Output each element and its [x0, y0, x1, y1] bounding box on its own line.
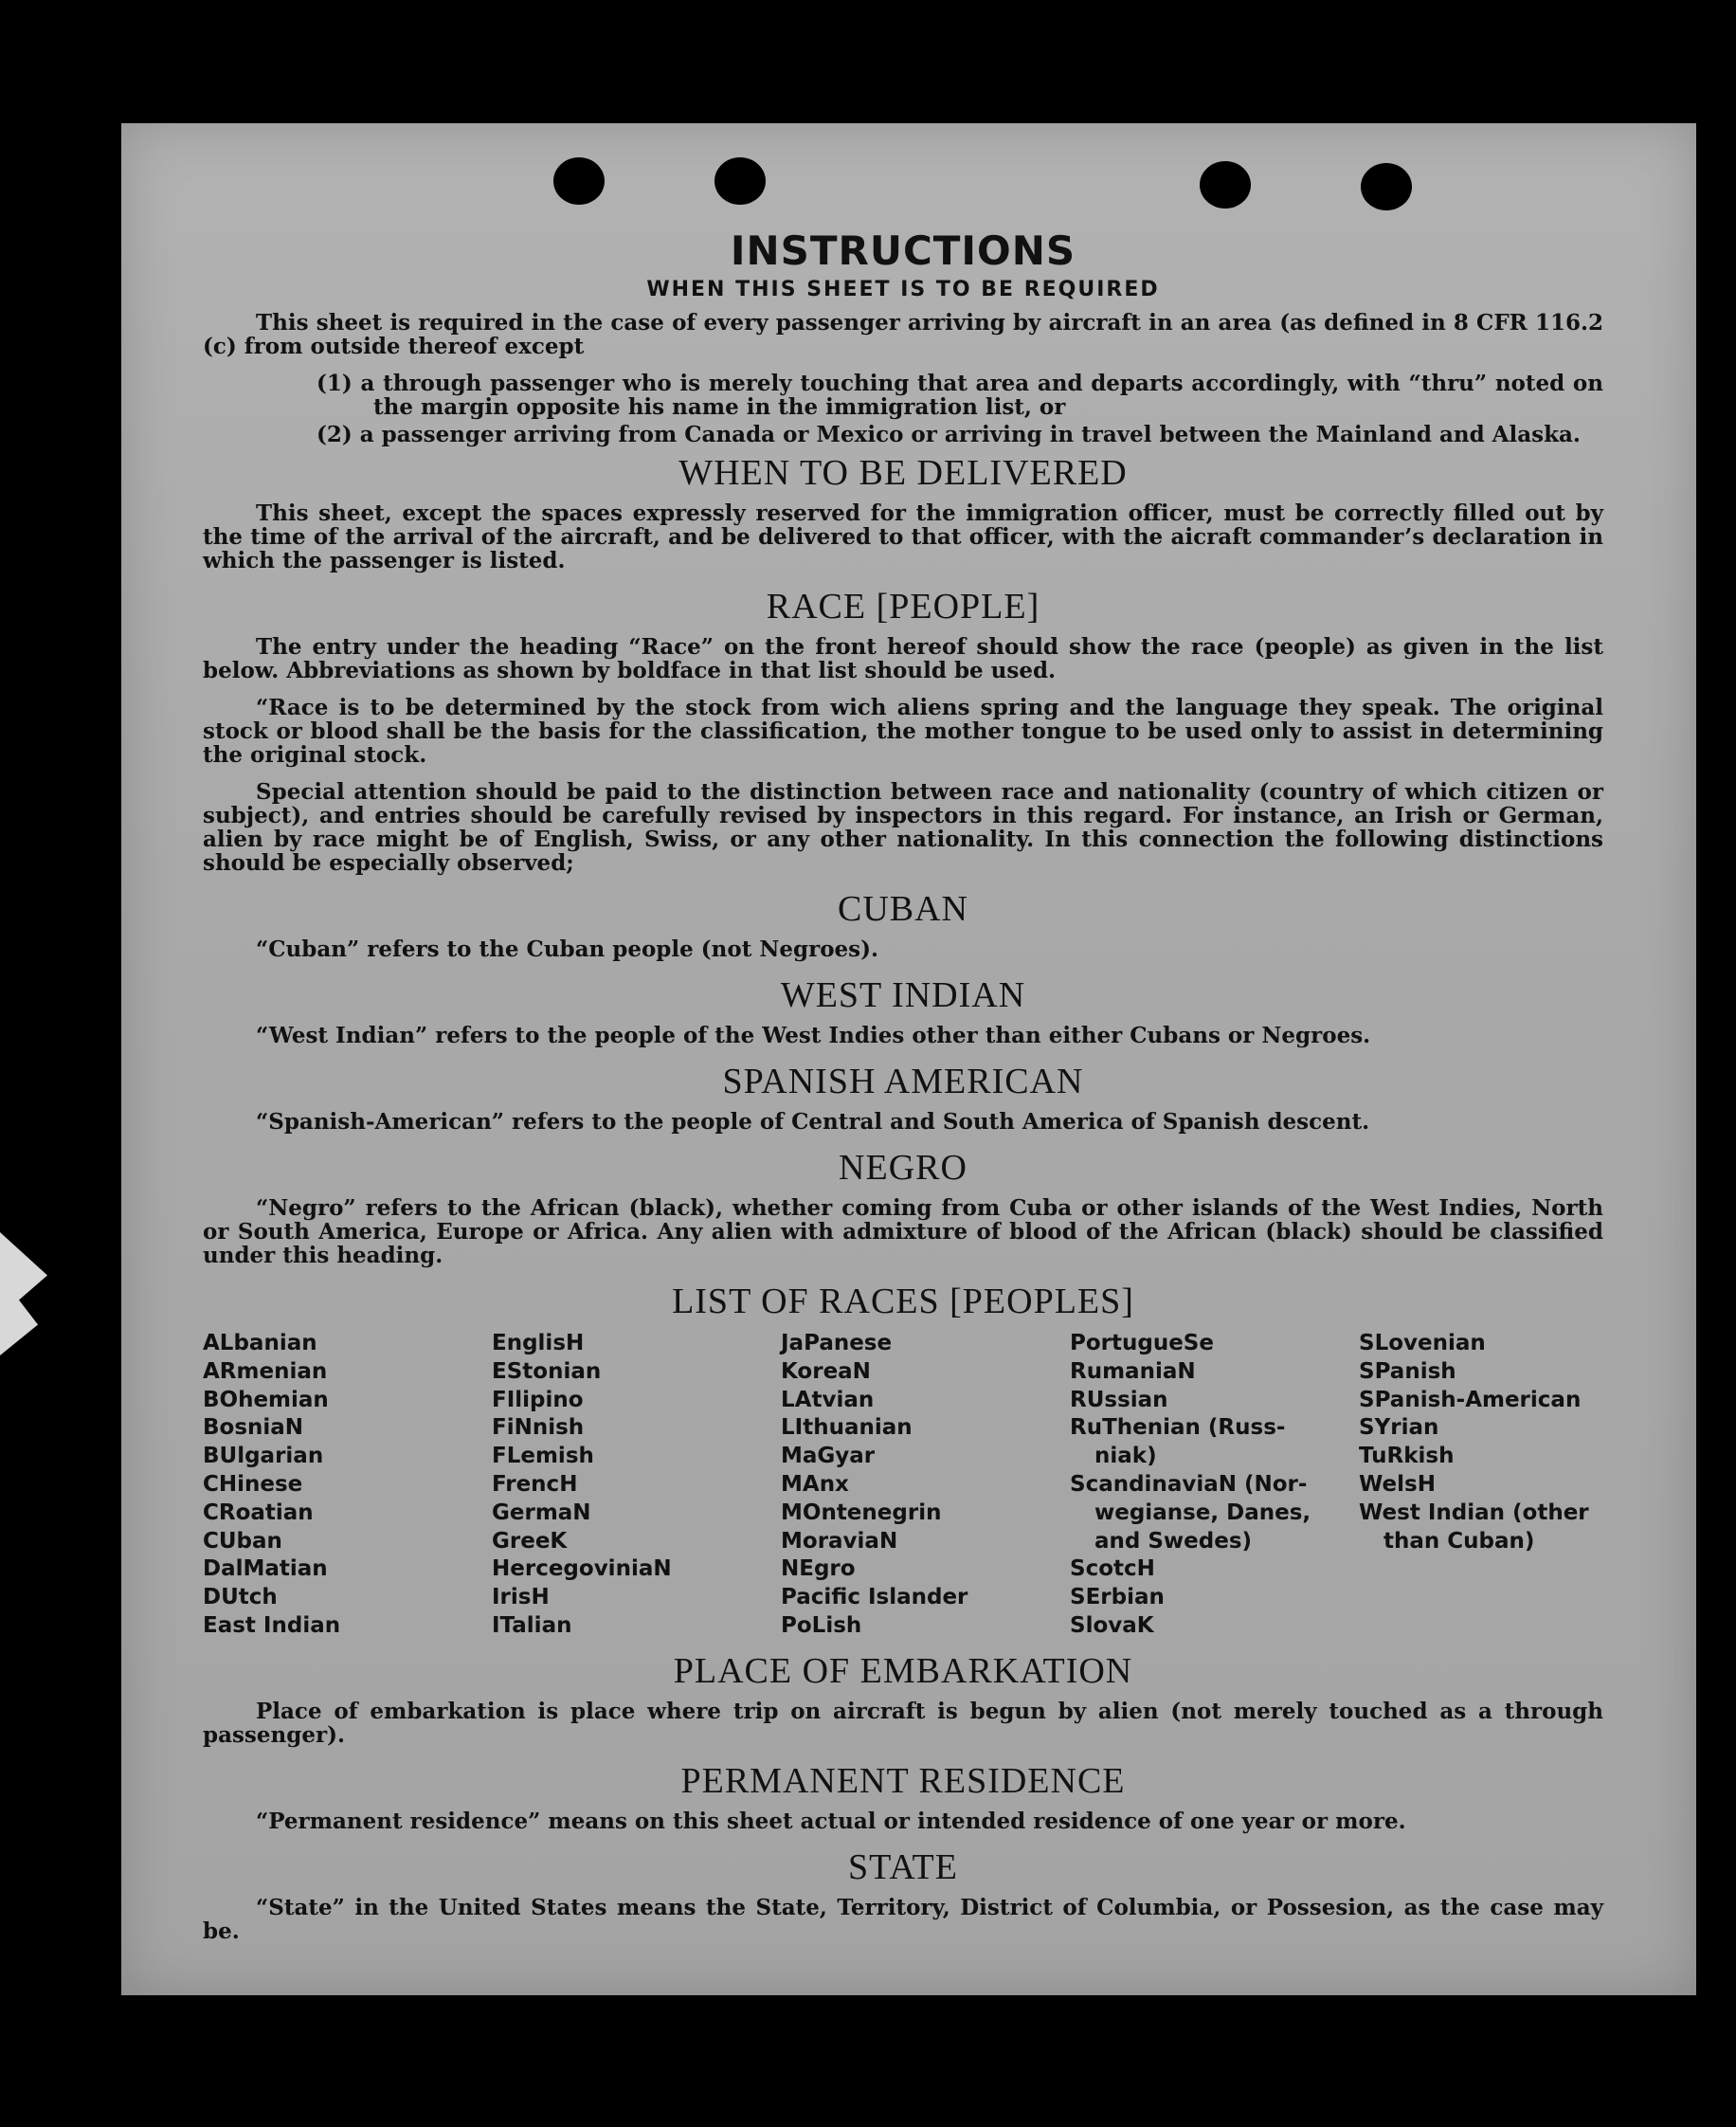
race-item: EnglisH [492, 1331, 585, 1355]
state-paragraph: “State” in the United States means the State, Territory, District of Columbia, or Possesion, as the case may be. [203, 1894, 1603, 1944]
section-heading-race: RACE [PEOPLE] [766, 587, 1040, 627]
exception-item: (1) a through passenger who is merely touching that area and departs accordingly, with “thru” noted on the margin opposite his name in the immigration list, or [316, 371, 1603, 420]
race-item: CRoatian [203, 1500, 314, 1525]
embarkation-paragraph: Place of embarkation is place where trip on aircraft is begun by alien (not merely touched as a through passenger). [203, 1698, 1603, 1748]
section-heading-state: STATE [848, 1846, 958, 1887]
race-item: FiNnish [492, 1415, 585, 1441]
race-item: FIlipino [492, 1387, 584, 1412]
section-heading-west-indian: WEST INDIAN [780, 975, 1026, 1015]
race-item: CHinese [203, 1471, 303, 1497]
race-item: MaGyar [781, 1444, 876, 1469]
race-item: DUtch [203, 1585, 278, 1610]
punch-hole [1361, 163, 1412, 210]
race-item: CUban [203, 1528, 282, 1554]
races-list [203, 1330, 1603, 1641]
race-item: SYrian [1359, 1415, 1439, 1441]
race-item: BOhemian [203, 1387, 329, 1412]
race-item: PoLish [781, 1612, 862, 1638]
race-item: MoraviaN [781, 1528, 898, 1554]
race-item: SLovenian [1359, 1331, 1486, 1355]
cuban-paragraph: “Cuban” refers to the Cuban people (not Negroes). [256, 936, 879, 962]
section-heading-list-of-races: LIST OF RACES [PEOPLES] [672, 1282, 1134, 1321]
race-item: GreeK [492, 1528, 568, 1554]
exception-item: (2) a passenger arriving from Canada or Mexico or arriving in travel between the Mainland and Alaska. [316, 422, 1581, 447]
section-heading-negro: NEGRO [839, 1148, 967, 1188]
race-item: HercegoviniaN [492, 1556, 672, 1582]
race-item: BosniaN [203, 1415, 304, 1441]
race-item: ScotcH [1070, 1556, 1155, 1582]
page-subtitle: WHEN THIS SHEET IS TO BE REQUIRED [646, 278, 1160, 301]
punch-hole [553, 157, 605, 205]
race-item: SlovaK [1070, 1612, 1154, 1638]
races-column [781, 1330, 1070, 1641]
negro-paragraph: “Negro” refers to the African (black), whether coming from Cuba or other islands of the West Indies, North or South America, Europe or Africa. Any alien with admixture of blood of the African (black) should be classified under this heading. [203, 1195, 1603, 1268]
race-item: FLemish [492, 1444, 594, 1469]
race-item: EStonian [492, 1358, 602, 1384]
section-heading-spanish-american: SPANISH AMERICAN [722, 1062, 1084, 1101]
races-column [203, 1330, 492, 1641]
intro-paragraph: This sheet is required in the case of every passenger arriving by aircraft in an area (as defined in 8 CFR 116.2 (c) from outside thereof except [203, 310, 1603, 359]
race-item: ARmenian [203, 1358, 328, 1384]
residence-paragraph: “Permanent residence” means on this sheet actual or intended residence of one year or more. [256, 1808, 1406, 1834]
races-column [492, 1330, 781, 1641]
delivered-paragraph: This sheet, except the spaces expressly reserved for the immigration officer, must be correctly filled out by the time of the arrival of the aircraft, and be delivered to that officer, with the aicraft commander’s declaration in which the passenger is listed. [203, 500, 1603, 573]
race-item: SPanish [1359, 1358, 1456, 1384]
punch-hole [714, 157, 766, 205]
race-item: SPanish-American [1359, 1387, 1582, 1412]
west-indian-paragraph: “West Indian” refers to the people of the West Indies other than either Cubans or Negroes. [256, 1023, 1371, 1048]
race-item: IrisH [492, 1585, 550, 1610]
race-item: TuRkish [1359, 1444, 1455, 1469]
section-heading-cuban: CUBAN [837, 889, 969, 929]
race-item: niak) [1094, 1444, 1157, 1469]
race-item: RumaniaN [1070, 1358, 1196, 1384]
page-title: INSTRUCTIONS [730, 227, 1076, 274]
race-item: MOntenegrin [781, 1500, 942, 1525]
race-item: Pacific Islander [781, 1585, 968, 1610]
race-item: ALbanian [203, 1331, 317, 1355]
race-item: LIthuanian [781, 1415, 913, 1441]
race-item: KoreaN [781, 1358, 871, 1384]
race-item: SErbian [1070, 1585, 1165, 1610]
race-item: wegianse, Danes, [1094, 1500, 1311, 1525]
race-item: FrencH [492, 1471, 578, 1497]
race-item: RUssian [1070, 1387, 1168, 1412]
races-column [1359, 1330, 1603, 1641]
punch-hole [1200, 161, 1251, 209]
section-heading-embarkation: PLACE OF EMBARKATION [673, 1650, 1133, 1691]
section-heading-delivered: WHEN TO BE DELIVERED [678, 453, 1128, 493]
instructions-content [203, 227, 1603, 1956]
race-paragraph-1: The entry under the heading “Race” on the front hereof should show the race (people) as given in the list below. Abbreviations as shown by boldface in that list should be used. [203, 634, 1603, 683]
race-item: WelsH [1359, 1471, 1436, 1497]
race-paragraph-3: Special attention should be paid to the distinction between race and nationality (country of which citizen or subject), and entries should be carefully revised by inspectors in this regard. For instance, an Irish or German, alien by race might be of English, Swiss, or any other nationality. In this connection the following distinctions should be especially observed; [203, 779, 1603, 876]
race-item: GermaN [492, 1500, 591, 1525]
races-column [1070, 1330, 1359, 1641]
race-paragraph-2: “Race is to be determined by the stock from wich aliens spring and the language they speak. The original stock or blood shall be the basis for the classification, the mother tongue to be used only to assist in determining the original stock. [203, 695, 1603, 768]
race-item: LAtvian [781, 1387, 875, 1412]
race-item: ITalian [492, 1612, 572, 1638]
race-item: West Indian (other [1359, 1500, 1589, 1525]
page-edge-tab [0, 1232, 47, 1355]
race-item: JaPanese [781, 1331, 893, 1355]
section-heading-residence: PERMANENT RESIDENCE [680, 1760, 1126, 1801]
race-item: NEgro [781, 1556, 856, 1582]
race-item: DalMatian [203, 1556, 328, 1582]
race-item: ScandinaviaN (Nor- [1070, 1471, 1308, 1497]
race-item: RuThenian (Russ- [1070, 1415, 1286, 1441]
race-item: and Swedes) [1094, 1528, 1253, 1554]
race-item: BUlgarian [203, 1444, 324, 1469]
race-item: East Indian [203, 1612, 341, 1638]
race-item: MAnx [781, 1471, 849, 1497]
spanish-american-paragraph: “Spanish-American” refers to the people of Central and South America of Spanish descent. [256, 1109, 1370, 1135]
race-item: PortugueSe [1070, 1331, 1214, 1355]
race-item: than Cuban) [1383, 1528, 1535, 1554]
